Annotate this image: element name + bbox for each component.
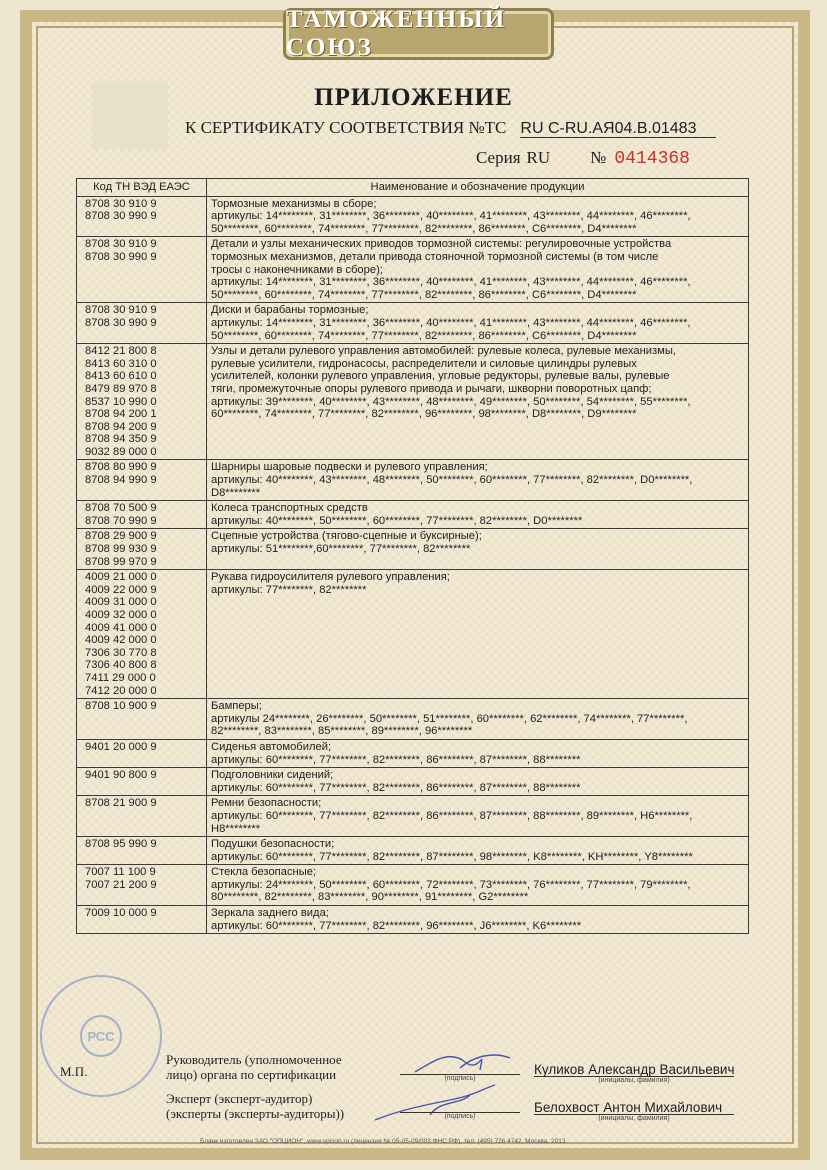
table-row — [77, 837, 749, 865]
table-row — [77, 460, 749, 501]
certificate-reference — [185, 118, 716, 138]
product-description-cell: Рукава гидроусилителя рулевого управления; артикулы: 77********, 82******** — [207, 570, 749, 699]
head-label: Руководитель (уполномоченное лицо) органа по сертификации — [166, 1052, 342, 1082]
table-row — [77, 796, 749, 837]
product-description-cell: Шарниры шаровые подвески и рулевого управления; артикулы: 40********, 43********, 48********, 50********, 60********, 77********, 82********, D0********, D8******** — [207, 460, 749, 501]
series-value: RU — [526, 148, 551, 167]
product-description-cell: Тормозные механизмы в сборе; артикулы: 14********, 31********, 36********, 40********, 41********, 43********, 44********, 46********, 50********, 60********, 74********, 77********, 82********, 86********, C6********, D4******** — [207, 196, 749, 237]
product-description-cell: Ремни безопасности; артикулы: 60********, 77********, 82********, 86********, 87********, 88********, 89********, H6********, H8******** — [207, 796, 749, 837]
product-description-cell: Колеса транспортных средств артикулы: 40********, 50********, 60********, 77********, 82********, D0******** — [207, 501, 749, 529]
table-row — [77, 501, 749, 529]
expert-signature — [370, 1080, 500, 1130]
product-description-cell: Сцепные устройства (тягово-сцепные и буксирные); артикулы: 51********,60********, 77********, 82******** — [207, 529, 749, 570]
seal-place-label: М.П. — [60, 1064, 88, 1079]
table-row — [77, 196, 749, 237]
product-description-cell: Сиденья автомобилей; артикулы: 60********, 77********, 82********, 86********, 87********, 88******** — [207, 739, 749, 767]
product-description-cell: Стекла безопасные; артикулы: 24********, 50********, 60********, 72********, 73********, 76********, 77********, 79********, 80********, 82********, 83********, 90********, 91********, G2******** — [207, 865, 749, 906]
hs-code-cell: 8708 30 910 9 8708 30 990 9 — [77, 196, 207, 237]
number-sign: № — [590, 148, 607, 167]
hs-code-cell: 8708 30 910 9 8708 30 990 9 — [77, 303, 207, 344]
hs-code-cell: 8708 21 900 9 — [77, 796, 207, 837]
banner-text: ТАМОЖЕННЫЙ СОЮЗ — [286, 6, 507, 61]
page-title: ПРИЛОЖЕНИЕ — [314, 84, 513, 111]
series-number: 0414368 — [614, 149, 690, 169]
hs-code-cell: 7007 11 100 9 7007 21 200 9 — [77, 865, 207, 906]
table-row — [77, 344, 749, 460]
table-row — [77, 906, 749, 934]
stamp-emblem: РСС — [80, 1015, 122, 1057]
hs-code-cell: 8708 29 900 9 8708 99 930 9 8708 99 970 9 — [77, 529, 207, 570]
expert-sign-caption: (подпись) — [400, 1112, 520, 1120]
table-row — [77, 303, 749, 344]
product-description-cell: Детали и узлы механических приводов тормозной системы: регулировочные устройства тормозных механизмов, детали привода стояночной тормозной системы (в том числе тросы с наконечниками в сборе); артикулы: 14********, 31********, 36********, 40********, 41********, 43********, 44********, 46********, 50********, 60********, 74********, 77********, 82********, 86********, C6********, D4******** — [207, 237, 749, 303]
table-row — [77, 237, 749, 303]
hs-code-cell: 7009 10 000 9 — [77, 906, 207, 934]
seal-stamp — [40, 975, 162, 1097]
series-label: Серия — [476, 148, 521, 167]
cert-number: RU C-RU.АЯ04.В.01483 — [520, 120, 716, 138]
hs-code-cell: 4009 21 000 0 4009 22 000 9 4009 31 000 0 4009 32 000 0 4009 41 000 0 4009 42 000 0 7306 30 770 8 7306 40 800 8 7411 29 000 0 7412 20 000 0 — [77, 570, 207, 699]
table-header-row — [77, 179, 749, 197]
hs-code-cell: 8412 21 800 8 8413 60 310 0 8413 60 610 0 8479 89 970 8 8537 10 990 0 8708 94 200 1 8708 94 200 9 8708 94 350 9 9032 89 000 0 — [77, 344, 207, 460]
product-description-cell: Подушки безопасности; артикулы: 60********, 77********, 82********, 87********, 98********, K8********, KH********, Y8******** — [207, 837, 749, 865]
product-description-cell: Диски и барабаны тормозные; артикулы: 14********, 31********, 36********, 40********, 41********, 43********, 44********, 46********, 50********, 60********, 74********, 77********, 82********, 86********, C6********, D4******** — [207, 303, 749, 344]
expert-name-caption: (инициалы, фамилия) — [534, 1114, 734, 1122]
table-row — [77, 699, 749, 740]
customs-union-banner — [283, 8, 554, 60]
column-header-code: Код ТН ВЭД ЕАЭС — [77, 179, 207, 197]
column-header-name: Наименование и обозначение продукции — [207, 179, 749, 197]
table-row — [77, 768, 749, 796]
product-description-cell: Узлы и детали рулевого управления автомобилей: рулевые колеса, рулевые механизмы, рулевые усилители, гидронасосы, распределители и силовые цилиндры рулевых усилителей, колонки рулевого управления, угловые редукторы, рулевые валы, рулевые тяги, промежуточные опоры рулевого привода и рычаги, шкворни поворотных цапф; артикулы: 39********, 40********, 43********, 48********, 49********, 50********, 54********, 55********, 60********, 74********, 77********, 82********, 96********, 98********, D8********, D9******** — [207, 344, 749, 460]
table-row — [77, 739, 749, 767]
head-sign-caption: (подпись) — [400, 1074, 520, 1082]
series-line — [476, 148, 690, 169]
product-description-cell: Бамперы; артикулы 24********, 26********, 50********, 51********, 60********, 62********, 74********, 77********, 82********, 83********, 85********, 89********, 96******** — [207, 699, 749, 740]
cert-prefix: К СЕРТИФИКАТУ СООТВЕТСТВИЯ №ТС — [185, 118, 507, 137]
hs-code-cell: 8708 10 900 9 — [77, 699, 207, 740]
head-name-caption: (инициалы, фамилия) — [534, 1076, 734, 1084]
table-row — [77, 570, 749, 699]
hs-code-cell: 8708 80 990 9 8708 94 990 9 — [77, 460, 207, 501]
table-row — [77, 865, 749, 906]
products-table — [76, 178, 749, 934]
table-row — [77, 529, 749, 570]
hs-code-cell: 8708 95 990 9 — [77, 837, 207, 865]
head-name: Куликов Александр Васильевич — [534, 1062, 735, 1077]
expert-name: Белохвост Антон Михайлович — [534, 1100, 723, 1115]
product-description-cell: Подголовники сидений; артикулы: 60********, 77********, 82********, 86********, 87********, 88******** — [207, 768, 749, 796]
hs-code-cell: 8708 70 500 9 8708 70 990 9 — [77, 501, 207, 529]
expert-label: Эксперт (эксперт-аудитор) (эксперты (эксперты-аудиторы)) — [166, 1091, 345, 1121]
hs-code-cell: 8708 30 910 9 8708 30 990 9 — [77, 237, 207, 303]
form-footer: Бланк изготовлен ЗАО "ОПЦИОН", www.opcion.ru (лицензия № 05-05-09/003 ФНС РФ), тел. (495) 726 4742, Москва, 2013 — [200, 1138, 566, 1145]
product-description-cell: Зеркала заднего вида; артикулы: 60********, 77********, 82********, 96********, J6********, K6******** — [207, 906, 749, 934]
hs-code-cell: 9401 90 800 9 — [77, 768, 207, 796]
hs-code-cell: 9401 20 000 9 — [77, 739, 207, 767]
